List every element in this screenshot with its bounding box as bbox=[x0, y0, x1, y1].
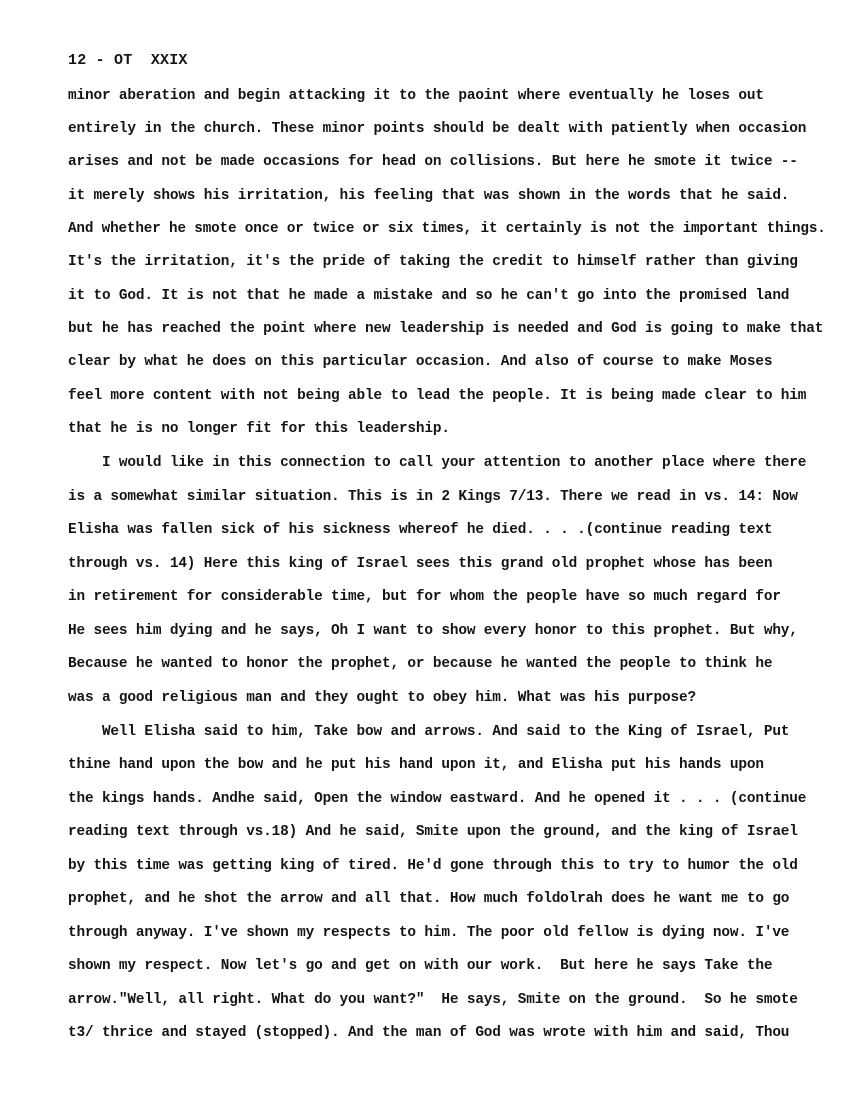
text-line-25: prophet, and he shot the arrow and all that. How much foldolrah does he want me to go bbox=[68, 891, 790, 907]
text-line-12: I would like in this connection to call your attention to another place where there bbox=[68, 455, 807, 471]
text-line-14: Elisha was fallen sick of his sickness whereof he died. . . .(continue reading text bbox=[68, 522, 773, 538]
text-line-13: is a somewhat similar situation. This is in 2 Kings 7/13. There we read in vs. 14: Now bbox=[68, 489, 798, 505]
text-line-28: arrow."Well, all right. What do you want?" He says, Smite on the ground. So he smote bbox=[68, 992, 798, 1008]
text-line-16: in retirement for considerable time, but for whom the people have so much regard for bbox=[68, 589, 781, 605]
text-line-24: by this time was getting king of tired. He'd gone through this to try to humor the old bbox=[68, 858, 798, 874]
text-line-21: thine hand upon the bow and he put his hand upon it, and Elisha put his hands upon bbox=[68, 757, 764, 773]
text-line-4: it merely shows his irritation, his feeling that was shown in the words that he said. bbox=[68, 188, 790, 204]
text-line-6: It's the irritation, it's the pride of taking the credit to himself rather than giving bbox=[68, 254, 798, 270]
text-line-10: feel more content with not being able to lead the people. It is being made clear to him bbox=[68, 388, 807, 404]
text-line-18: Because he wanted to honor the prophet, or because he wanted the people to think he bbox=[68, 656, 773, 672]
text-line-3: arises and not be made occasions for head on collisions. But here he smote it twice -- bbox=[68, 154, 798, 170]
text-line-22: the kings hands. Andhe said, Open the window eastward. And he opened it . . . (continue bbox=[68, 791, 807, 807]
text-line-7: it to God. It is not that he made a mistake and so he can't go into the promised land bbox=[68, 288, 790, 304]
text-line-19: was a good religious man and they ought to obey him. What was his purpose? bbox=[68, 690, 696, 706]
text-line-15: through vs. 14) Here this king of Israel sees this grand old prophet whose has been bbox=[68, 556, 773, 572]
text-line-9: clear by what he does on this particular occasion. And also of course to make Moses bbox=[68, 354, 773, 370]
text-line-11: that he is no longer fit for this leadership. bbox=[68, 421, 450, 437]
text-line-2: entirely in the church. These minor points should be dealt with patiently when occasion bbox=[68, 121, 807, 137]
text-line-8: but he has reached the point where new leadership is needed and God is going to make that bbox=[68, 321, 824, 337]
text-line-1: minor aberation and begin attacking it to the paoint where eventually he loses out bbox=[68, 88, 764, 104]
text-line-20: Well Elisha said to him, Take bow and arrows. And said to the King of Israel, Put bbox=[68, 724, 790, 740]
text-line-27: shown my respect. Now let's go and get on with our work. But here he says Take the bbox=[68, 958, 773, 974]
text-line-23: reading text through vs.18) And he said, Smite upon the ground, and the king of Israel bbox=[68, 824, 798, 840]
page-header: 12 - OT XXIX bbox=[68, 52, 188, 69]
text-line-26: through anyway. I've shown my respects to him. The poor old fellow is dying now. I've bbox=[68, 925, 790, 941]
text-line-29: t3/ thrice and stayed (stopped). And the man of God was wrote with him and said, Thou bbox=[68, 1025, 790, 1041]
text-line-17: He sees him dying and he says, Oh I want to show every honor to this prophet. But why, bbox=[68, 623, 798, 639]
text-line-5: And whether he smote once or twice or six times, it certainly is not the important things. bbox=[68, 221, 826, 237]
